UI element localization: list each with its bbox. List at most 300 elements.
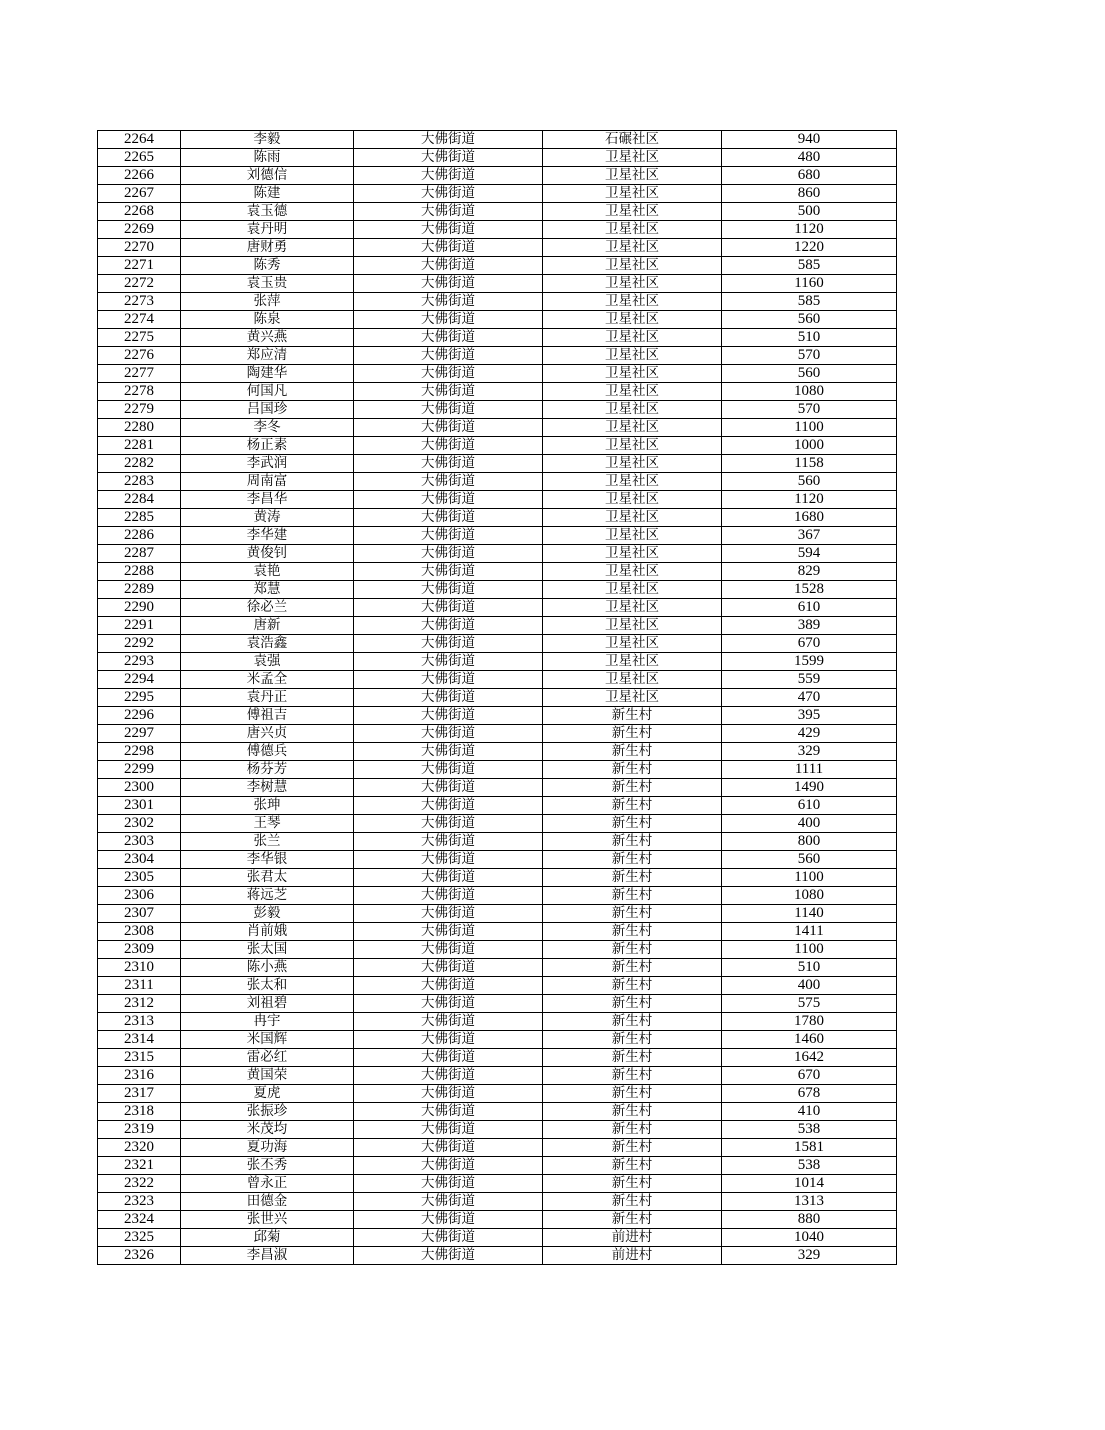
street-cell: 大佛街道 (354, 167, 543, 185)
amount-cell: 1014 (722, 1175, 897, 1193)
name-cell: 何国凡 (181, 383, 354, 401)
row-number-cell: 2289 (98, 581, 181, 599)
table-row (98, 455, 897, 473)
amount-cell: 1599 (722, 653, 897, 671)
street-cell: 大佛街道 (354, 275, 543, 293)
amount-cell: 1313 (722, 1193, 897, 1211)
name-cell: 王琴 (181, 815, 354, 833)
row-number-cell: 2302 (98, 815, 181, 833)
table-row (98, 1085, 897, 1103)
row-number-cell: 2291 (98, 617, 181, 635)
table-row (98, 329, 897, 347)
community-cell: 卫星社区 (543, 329, 722, 347)
name-cell: 唐兴贞 (181, 725, 354, 743)
street-cell: 大佛街道 (354, 1211, 543, 1229)
street-cell: 大佛街道 (354, 347, 543, 365)
name-cell: 米孟全 (181, 671, 354, 689)
name-cell: 曾永正 (181, 1175, 354, 1193)
name-cell: 唐新 (181, 617, 354, 635)
community-cell: 新生村 (543, 1067, 722, 1085)
amount-cell: 1160 (722, 275, 897, 293)
row-number-cell: 2298 (98, 743, 181, 761)
table-row (98, 779, 897, 797)
amount-cell: 1158 (722, 455, 897, 473)
community-cell: 卫星社区 (543, 581, 722, 599)
name-cell: 陈秀 (181, 257, 354, 275)
community-cell: 新生村 (543, 959, 722, 977)
row-number-cell: 2285 (98, 509, 181, 527)
table-row (98, 617, 897, 635)
amount-cell: 1490 (722, 779, 897, 797)
table-row (98, 401, 897, 419)
name-cell: 刘祖碧 (181, 995, 354, 1013)
row-number-cell: 2300 (98, 779, 181, 797)
amount-cell: 880 (722, 1211, 897, 1229)
community-cell: 卫星社区 (543, 635, 722, 653)
street-cell: 大佛街道 (354, 1175, 543, 1193)
community-cell: 新生村 (543, 1175, 722, 1193)
community-cell: 新生村 (543, 1031, 722, 1049)
community-cell: 卫星社区 (543, 455, 722, 473)
community-cell: 卫星社区 (543, 239, 722, 257)
name-cell: 李昌华 (181, 491, 354, 509)
amount-cell: 1080 (722, 887, 897, 905)
row-number-cell: 2283 (98, 473, 181, 491)
amount-cell: 560 (722, 365, 897, 383)
street-cell: 大佛街道 (354, 635, 543, 653)
row-number-cell: 2318 (98, 1103, 181, 1121)
community-cell: 前进村 (543, 1229, 722, 1247)
name-cell: 冉宇 (181, 1013, 354, 1031)
amount-cell: 678 (722, 1085, 897, 1103)
row-number-cell: 2314 (98, 1031, 181, 1049)
name-cell: 陈建 (181, 185, 354, 203)
street-cell: 大佛街道 (354, 437, 543, 455)
row-number-cell: 2265 (98, 149, 181, 167)
amount-cell: 395 (722, 707, 897, 725)
row-number-cell: 2273 (98, 293, 181, 311)
table-row (98, 1193, 897, 1211)
name-cell: 张珅 (181, 797, 354, 815)
amount-cell: 510 (722, 959, 897, 977)
name-cell: 邱菊 (181, 1229, 354, 1247)
community-cell: 新生村 (543, 923, 722, 941)
amount-cell: 610 (722, 599, 897, 617)
table-row (98, 203, 897, 221)
street-cell: 大佛街道 (354, 221, 543, 239)
community-cell: 新生村 (543, 1049, 722, 1067)
amount-cell: 1460 (722, 1031, 897, 1049)
community-cell: 卫星社区 (543, 383, 722, 401)
name-cell: 夏功海 (181, 1139, 354, 1157)
row-number-cell: 2320 (98, 1139, 181, 1157)
data-table (97, 130, 897, 1265)
amount-cell: 680 (722, 167, 897, 185)
amount-cell: 1120 (722, 491, 897, 509)
street-cell: 大佛街道 (354, 545, 543, 563)
community-cell: 新生村 (543, 779, 722, 797)
row-number-cell: 2313 (98, 1013, 181, 1031)
row-number-cell: 2324 (98, 1211, 181, 1229)
amount-cell: 560 (722, 311, 897, 329)
table-row (98, 563, 897, 581)
street-cell: 大佛街道 (354, 941, 543, 959)
amount-cell: 1120 (722, 221, 897, 239)
row-number-cell: 2270 (98, 239, 181, 257)
name-cell: 唐财勇 (181, 239, 354, 257)
name-cell: 袁浩鑫 (181, 635, 354, 653)
table-row (98, 1049, 897, 1067)
amount-cell: 560 (722, 851, 897, 869)
community-cell: 新生村 (543, 869, 722, 887)
community-cell: 新生村 (543, 1121, 722, 1139)
amount-cell: 1220 (722, 239, 897, 257)
amount-cell: 500 (722, 203, 897, 221)
name-cell: 张兰 (181, 833, 354, 851)
table-row (98, 149, 897, 167)
name-cell: 徐必兰 (181, 599, 354, 617)
amount-cell: 829 (722, 563, 897, 581)
name-cell: 张萍 (181, 293, 354, 311)
community-cell: 新生村 (543, 833, 722, 851)
street-cell: 大佛街道 (354, 419, 543, 437)
name-cell: 李冬 (181, 419, 354, 437)
row-number-cell: 2294 (98, 671, 181, 689)
table-row (98, 257, 897, 275)
row-number-cell: 2269 (98, 221, 181, 239)
table-row (98, 761, 897, 779)
table-row (98, 1013, 897, 1031)
community-cell: 卫星社区 (543, 293, 722, 311)
row-number-cell: 2296 (98, 707, 181, 725)
community-cell: 卫星社区 (543, 311, 722, 329)
community-cell: 卫星社区 (543, 671, 722, 689)
row-number-cell: 2276 (98, 347, 181, 365)
amount-cell: 1528 (722, 581, 897, 599)
street-cell: 大佛街道 (354, 1085, 543, 1103)
name-cell: 李树慧 (181, 779, 354, 797)
name-cell: 袁强 (181, 653, 354, 671)
amount-cell: 1080 (722, 383, 897, 401)
name-cell: 李毅 (181, 131, 354, 149)
street-cell: 大佛街道 (354, 581, 543, 599)
street-cell: 大佛街道 (354, 887, 543, 905)
name-cell: 陈小燕 (181, 959, 354, 977)
street-cell: 大佛街道 (354, 1121, 543, 1139)
row-number-cell: 2288 (98, 563, 181, 581)
street-cell: 大佛街道 (354, 689, 543, 707)
street-cell: 大佛街道 (354, 905, 543, 923)
community-cell: 新生村 (543, 1157, 722, 1175)
street-cell: 大佛街道 (354, 1193, 543, 1211)
community-cell: 卫星社区 (543, 149, 722, 167)
street-cell: 大佛街道 (354, 203, 543, 221)
table-row (98, 707, 897, 725)
row-number-cell: 2307 (98, 905, 181, 923)
street-cell: 大佛街道 (354, 1013, 543, 1031)
amount-cell: 538 (722, 1157, 897, 1175)
amount-cell: 429 (722, 725, 897, 743)
name-cell: 郑慧 (181, 581, 354, 599)
street-cell: 大佛街道 (354, 1247, 543, 1265)
amount-cell: 800 (722, 833, 897, 851)
table-row (98, 1103, 897, 1121)
table-row (98, 131, 897, 149)
street-cell: 大佛街道 (354, 401, 543, 419)
community-cell: 卫星社区 (543, 617, 722, 635)
street-cell: 大佛街道 (354, 815, 543, 833)
row-number-cell: 2299 (98, 761, 181, 779)
name-cell: 郑应清 (181, 347, 354, 365)
community-cell: 新生村 (543, 1013, 722, 1031)
table-row (98, 941, 897, 959)
amount-cell: 329 (722, 743, 897, 761)
table-row (98, 1067, 897, 1085)
street-cell: 大佛街道 (354, 1103, 543, 1121)
name-cell: 周南富 (181, 473, 354, 491)
street-cell: 大佛街道 (354, 1139, 543, 1157)
name-cell: 张太和 (181, 977, 354, 995)
name-cell: 肖前娥 (181, 923, 354, 941)
row-number-cell: 2323 (98, 1193, 181, 1211)
row-number-cell: 2274 (98, 311, 181, 329)
row-number-cell: 2295 (98, 689, 181, 707)
table-row (98, 671, 897, 689)
name-cell: 陶建华 (181, 365, 354, 383)
street-cell: 大佛街道 (354, 617, 543, 635)
table-row (98, 311, 897, 329)
street-cell: 大佛街道 (354, 1067, 543, 1085)
street-cell: 大佛街道 (354, 239, 543, 257)
name-cell: 黄国荣 (181, 1067, 354, 1085)
name-cell: 陈雨 (181, 149, 354, 167)
community-cell: 卫星社区 (543, 509, 722, 527)
row-number-cell: 2292 (98, 635, 181, 653)
row-number-cell: 2316 (98, 1067, 181, 1085)
table-row (98, 797, 897, 815)
community-cell: 卫星社区 (543, 473, 722, 491)
table-row (98, 923, 897, 941)
row-number-cell: 2317 (98, 1085, 181, 1103)
street-cell: 大佛街道 (354, 329, 543, 347)
row-number-cell: 2325 (98, 1229, 181, 1247)
row-number-cell: 2308 (98, 923, 181, 941)
row-number-cell: 2312 (98, 995, 181, 1013)
amount-cell: 570 (722, 401, 897, 419)
street-cell: 大佛街道 (354, 977, 543, 995)
table-row (98, 833, 897, 851)
table-row (98, 1175, 897, 1193)
table-row (98, 1229, 897, 1247)
community-cell: 卫星社区 (543, 527, 722, 545)
row-number-cell: 2268 (98, 203, 181, 221)
name-cell: 张振珍 (181, 1103, 354, 1121)
name-cell: 袁丹明 (181, 221, 354, 239)
name-cell: 杨芬芳 (181, 761, 354, 779)
row-number-cell: 2282 (98, 455, 181, 473)
name-cell: 黄兴燕 (181, 329, 354, 347)
amount-cell: 575 (722, 995, 897, 1013)
name-cell: 傅德兵 (181, 743, 354, 761)
name-cell: 米国辉 (181, 1031, 354, 1049)
table-row (98, 599, 897, 617)
row-number-cell: 2281 (98, 437, 181, 455)
community-cell: 新生村 (543, 761, 722, 779)
amount-cell: 560 (722, 473, 897, 491)
amount-cell: 1642 (722, 1049, 897, 1067)
row-number-cell: 2286 (98, 527, 181, 545)
table-row (98, 167, 897, 185)
street-cell: 大佛街道 (354, 923, 543, 941)
amount-cell: 1140 (722, 905, 897, 923)
community-cell: 卫星社区 (543, 491, 722, 509)
amount-cell: 1780 (722, 1013, 897, 1031)
row-number-cell: 2321 (98, 1157, 181, 1175)
community-cell: 新生村 (543, 797, 722, 815)
name-cell: 米茂均 (181, 1121, 354, 1139)
table-row (98, 815, 897, 833)
name-cell: 袁玉贵 (181, 275, 354, 293)
amount-cell: 860 (722, 185, 897, 203)
community-cell: 新生村 (543, 977, 722, 995)
table-row (98, 1157, 897, 1175)
street-cell: 大佛街道 (354, 293, 543, 311)
table-row (98, 509, 897, 527)
community-cell: 卫星社区 (543, 599, 722, 617)
name-cell: 李武润 (181, 455, 354, 473)
row-number-cell: 2315 (98, 1049, 181, 1067)
street-cell: 大佛街道 (354, 851, 543, 869)
street-cell: 大佛街道 (354, 473, 543, 491)
table-row (98, 1031, 897, 1049)
name-cell: 袁艳 (181, 563, 354, 581)
street-cell: 大佛街道 (354, 1157, 543, 1175)
community-cell: 石碾社区 (543, 131, 722, 149)
amount-cell: 480 (722, 149, 897, 167)
amount-cell: 1100 (722, 869, 897, 887)
name-cell: 张君太 (181, 869, 354, 887)
street-cell: 大佛街道 (354, 671, 543, 689)
name-cell: 夏虎 (181, 1085, 354, 1103)
community-cell: 新生村 (543, 941, 722, 959)
amount-cell: 389 (722, 617, 897, 635)
amount-cell: 1411 (722, 923, 897, 941)
table-row (98, 977, 897, 995)
community-cell: 卫星社区 (543, 365, 722, 383)
table-row (98, 365, 897, 383)
street-cell: 大佛街道 (354, 149, 543, 167)
name-cell: 吕国珍 (181, 401, 354, 419)
table-row (98, 743, 897, 761)
street-cell: 大佛街道 (354, 599, 543, 617)
table-row (98, 185, 897, 203)
row-number-cell: 2266 (98, 167, 181, 185)
name-cell: 袁丹正 (181, 689, 354, 707)
community-cell: 新生村 (543, 851, 722, 869)
community-cell: 卫星社区 (543, 167, 722, 185)
amount-cell: 410 (722, 1103, 897, 1121)
street-cell: 大佛街道 (354, 1229, 543, 1247)
table-row (98, 725, 897, 743)
street-cell: 大佛街道 (354, 455, 543, 473)
community-cell: 新生村 (543, 815, 722, 833)
row-number-cell: 2297 (98, 725, 181, 743)
community-cell: 卫星社区 (543, 257, 722, 275)
amount-cell: 610 (722, 797, 897, 815)
table-row (98, 851, 897, 869)
row-number-cell: 2305 (98, 869, 181, 887)
community-cell: 新生村 (543, 743, 722, 761)
street-cell: 大佛街道 (354, 869, 543, 887)
community-cell: 卫星社区 (543, 419, 722, 437)
amount-cell: 1111 (722, 761, 897, 779)
street-cell: 大佛街道 (354, 563, 543, 581)
row-number-cell: 2277 (98, 365, 181, 383)
row-number-cell: 2267 (98, 185, 181, 203)
community-cell: 新生村 (543, 1103, 722, 1121)
name-cell: 张太国 (181, 941, 354, 959)
community-cell: 新生村 (543, 707, 722, 725)
community-cell: 新生村 (543, 725, 722, 743)
table-row (98, 581, 897, 599)
table-row (98, 869, 897, 887)
name-cell: 李昌淑 (181, 1247, 354, 1265)
street-cell: 大佛街道 (354, 707, 543, 725)
row-number-cell: 2290 (98, 599, 181, 617)
community-cell: 卫星社区 (543, 689, 722, 707)
street-cell: 大佛街道 (354, 131, 543, 149)
row-number-cell: 2275 (98, 329, 181, 347)
name-cell: 张丕秀 (181, 1157, 354, 1175)
table-row (98, 635, 897, 653)
name-cell: 田德金 (181, 1193, 354, 1211)
community-cell: 新生村 (543, 995, 722, 1013)
street-cell: 大佛街道 (354, 743, 543, 761)
table-row (98, 275, 897, 293)
table-row (98, 383, 897, 401)
street-cell: 大佛街道 (354, 779, 543, 797)
amount-cell: 585 (722, 257, 897, 275)
row-number-cell: 2280 (98, 419, 181, 437)
name-cell: 杨正素 (181, 437, 354, 455)
name-cell: 雷必红 (181, 1049, 354, 1067)
street-cell: 大佛街道 (354, 653, 543, 671)
community-cell: 卫星社区 (543, 203, 722, 221)
table-row (98, 239, 897, 257)
table-row (98, 995, 897, 1013)
street-cell: 大佛街道 (354, 725, 543, 743)
community-cell: 新生村 (543, 887, 722, 905)
street-cell: 大佛街道 (354, 257, 543, 275)
street-cell: 大佛街道 (354, 797, 543, 815)
amount-cell: 1100 (722, 419, 897, 437)
street-cell: 大佛街道 (354, 365, 543, 383)
community-cell: 卫星社区 (543, 185, 722, 203)
table-row (98, 293, 897, 311)
row-number-cell: 2301 (98, 797, 181, 815)
community-cell: 卫星社区 (543, 275, 722, 293)
community-cell: 卫星社区 (543, 401, 722, 419)
table-row (98, 1211, 897, 1229)
name-cell: 李华建 (181, 527, 354, 545)
row-number-cell: 2284 (98, 491, 181, 509)
table-row (98, 959, 897, 977)
row-number-cell: 2311 (98, 977, 181, 995)
table-row (98, 527, 897, 545)
amount-cell: 670 (722, 635, 897, 653)
row-number-cell: 2293 (98, 653, 181, 671)
table-row (98, 221, 897, 239)
